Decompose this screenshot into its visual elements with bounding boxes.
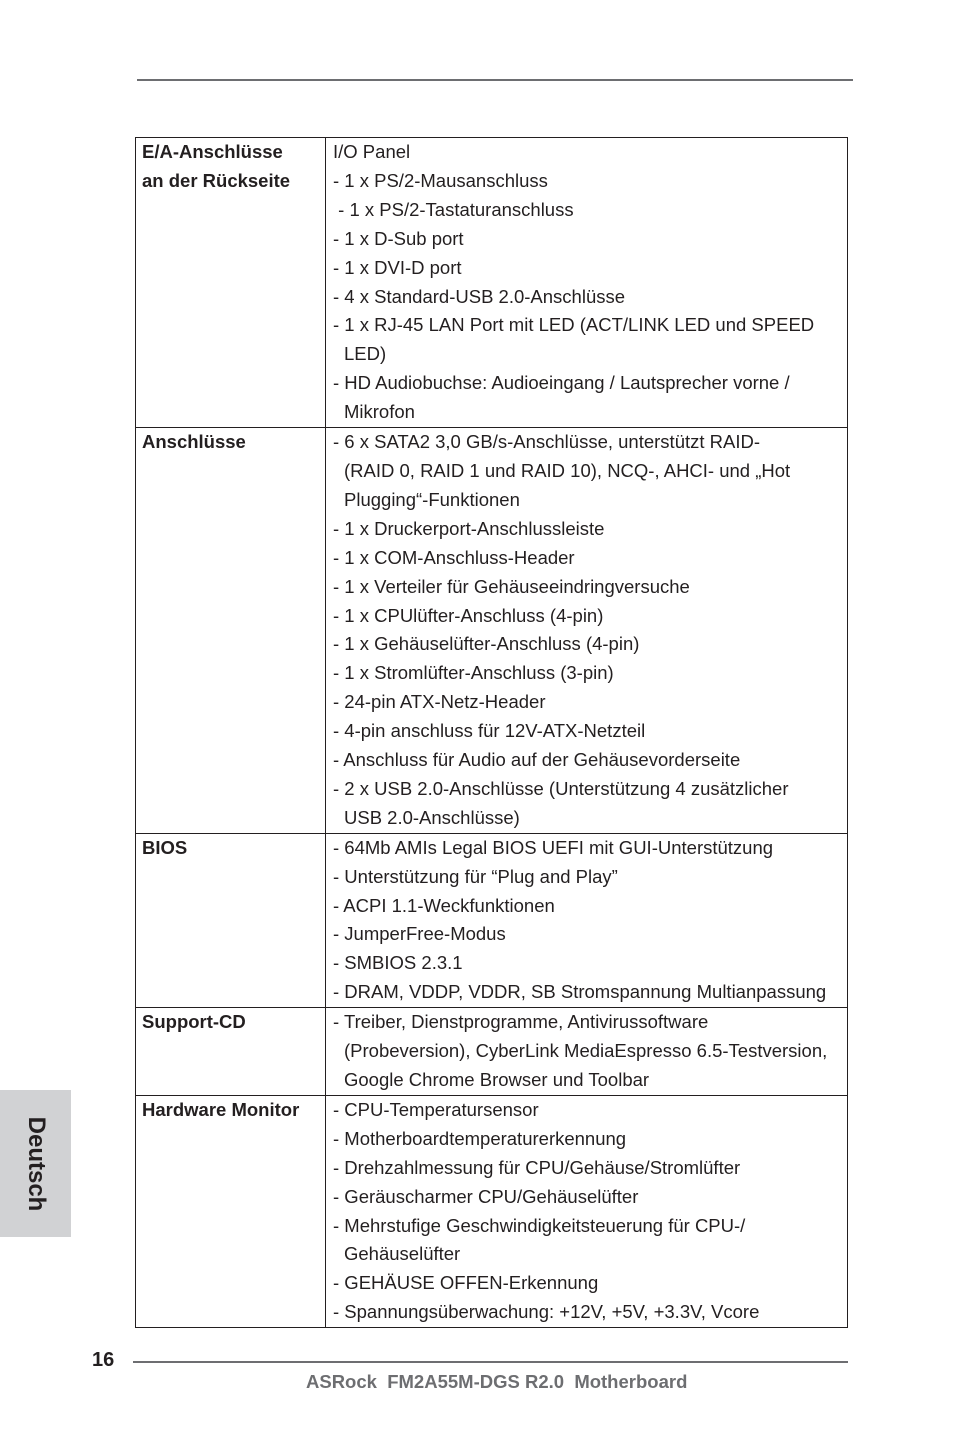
spec-item [333, 602, 847, 631]
spec-item [333, 1269, 847, 1298]
spec-items-cell [326, 428, 848, 834]
spec-item [333, 225, 847, 254]
spec-item-text: - 1 x Stromlüfter-Anschluss (3-pin) [333, 662, 614, 684]
spec-label: E/A-Anschlüsse [142, 141, 283, 162]
page-number: 16 [92, 1349, 115, 1371]
spec-row [136, 428, 848, 834]
spec-item [333, 311, 847, 369]
spec-row [136, 138, 848, 428]
spec-item [333, 515, 847, 544]
spec-item [333, 167, 847, 196]
spec-item-continuation: USB 2.0-Anschlüsse) [344, 806, 520, 828]
spec-item-text: - 1 x PS/2-Tastaturanschluss [333, 198, 574, 220]
spec-item-text: - 1 x RJ-45 LAN Port mit LED (ACT/LINK LED und SPEED [333, 314, 815, 336]
spec-item-continuation: LED) [344, 343, 387, 365]
spec-items-cell [326, 1008, 848, 1096]
spec-item [333, 746, 847, 775]
spec-item [333, 138, 847, 167]
spec-item-text: - JumperFree-Modus [333, 923, 506, 945]
spec-item-text: - Treiber, Dienstprogramme, Antivirussoftware [333, 1011, 709, 1033]
spec-item-text: I/O Panel [333, 141, 411, 162]
spec-item [333, 1008, 847, 1095]
spec-item-text: - ACPI 1.1-Weckfunktionen [333, 894, 555, 916]
spec-item [333, 834, 847, 863]
spec-item-text: - Motherboardtemperaturerkennung [333, 1127, 627, 1149]
spec-label: BIOS [142, 836, 188, 858]
spec-item-text: - 1 x Druckerport-Anschlussleiste [333, 517, 605, 539]
spec-item [333, 688, 847, 717]
language-tab-label: Deutsch [22, 1116, 50, 1211]
spec-item-continuation: (RAID 0, RAID 1 und RAID 10), NCQ-, AHCI- und „Hot [344, 459, 791, 481]
bottom-rule [133, 1361, 848, 1363]
spec-item-text: - 4 x Standard-USB 2.0-Anschlüsse [333, 285, 626, 307]
spec-item [333, 949, 847, 978]
spec-item-text: - DRAM, VDDP, VDDR, SB Stromspannung Multianpassung [333, 981, 827, 1003]
spec-item-text: - Unterstützung für “Plug and Play” [333, 865, 618, 887]
spec-item-text: - SMBIOS 2.3.1 [333, 952, 463, 974]
spec-label: Hardware Monitor [142, 1098, 300, 1120]
spec-item-continuation: Gehäuselüfter [344, 1243, 461, 1265]
spec-item-text: - 1 x CPUlüfter-Anschluss (4-pin) [333, 604, 604, 626]
spec-item-text: - 1 x D-Sub port [333, 227, 464, 249]
spec-item [333, 1096, 847, 1125]
spec-item [333, 1298, 847, 1327]
language-side-tab [0, 1090, 71, 1237]
spec-item-text: - Mehrstufige Geschwindigkeitsteuerung für CPU-/ [333, 1214, 746, 1236]
spec-item [333, 573, 847, 602]
spec-label-cell [136, 1008, 326, 1096]
spec-item [333, 863, 847, 892]
spec-item [333, 775, 847, 833]
spec-item-text: - 4-pin anschluss für 12V-ATX-Netzteil [333, 720, 646, 742]
spec-item [333, 254, 847, 283]
spec-item-text: - Geräuscharmer CPU/Gehäuselüfter [333, 1185, 639, 1207]
spec-item-continuation: (Probeversion), CyberLink MediaEspresso 6.5-Testversion, [344, 1040, 828, 1062]
spec-item-text: - 24-pin ATX-Netz-Header [333, 691, 546, 713]
spec-row [136, 1008, 848, 1096]
spec-item-text: - 6 x SATA2 3,0 GB/s-Anschlüsse, unterstützt RAID- [333, 431, 761, 453]
spec-label-cell [136, 138, 326, 428]
spec-row [136, 1095, 848, 1327]
spec-label-cell [136, 1095, 326, 1327]
spec-item-text: - 1 x PS/2-Mausanschluss [333, 169, 548, 191]
spec-label-cell [136, 428, 326, 834]
spec-item-continuation: Plugging“-Funktionen [344, 488, 520, 510]
spec-table-body [136, 138, 848, 1328]
spec-item-text: - CPU-Temperatursensor [333, 1098, 539, 1120]
spec-item-text: - 1 x Verteiler für Gehäuseeindringversuche [333, 575, 690, 597]
spec-item [333, 1183, 847, 1212]
spec-label: Support-CD [142, 1011, 246, 1033]
spec-item [333, 920, 847, 949]
spec-row [136, 833, 848, 1007]
spec-item [333, 892, 847, 921]
spec-item [333, 1154, 847, 1183]
spec-item-text: - GEHÄUSE OFFEN-Erkennung [333, 1272, 599, 1294]
spec-item-text: - 2 x USB 2.0-Anschlüsse (Unterstützung 4 zusätzlicher [333, 777, 789, 799]
spec-item [333, 196, 847, 225]
spec-item-text: - 1 x COM-Anschluss-Header [333, 546, 575, 568]
spec-item [333, 630, 847, 659]
spec-item-text: - Drehzahlmessung für CPU/Gehäuse/Stromlüfter [333, 1156, 741, 1178]
spec-item [333, 544, 847, 573]
spec-label: Anschlüsse [142, 431, 246, 453]
spec-item-text: - 1 x Gehäuselüfter-Anschluss (4-pin) [333, 633, 640, 655]
top-rule [137, 79, 853, 81]
spec-items-cell [326, 138, 848, 428]
spec-item-continuation: Mikrofon [344, 401, 415, 423]
footer-product-title: ASRock FM2A55M-DGS R2.0 Motherboard [306, 1371, 688, 1392]
spec-items-cell [326, 1095, 848, 1327]
spec-item-text: - 1 x DVI-D port [333, 256, 462, 278]
spec-item [333, 717, 847, 746]
spec-item [333, 1212, 847, 1270]
spec-item-continuation: Google Chrome Browser und Toolbar [344, 1069, 650, 1090]
spec-item-text: - Anschluss für Audio auf der Gehäusevorderseite [333, 749, 741, 771]
spec-item [333, 283, 847, 312]
spec-item-text: - HD Audiobuchse: Audioeingang / Lautsprecher vorne / [333, 372, 790, 394]
spec-label: an der Rückseite [142, 169, 291, 191]
spec-table [135, 137, 848, 1328]
spec-items-cell [326, 833, 848, 1007]
spec-item [333, 428, 847, 515]
spec-item-text: - 64Mb AMIs Legal BIOS UEFI mit GUI-Unterstützung [333, 836, 774, 858]
spec-label-cell [136, 833, 326, 1007]
spec-item [333, 369, 847, 427]
spec-item [333, 659, 847, 688]
spec-item [333, 1125, 847, 1154]
spec-item [333, 978, 847, 1007]
spec-item-text: - Spannungsüberwachung: +12V, +5V, +3.3V, Vcore [333, 1301, 760, 1323]
